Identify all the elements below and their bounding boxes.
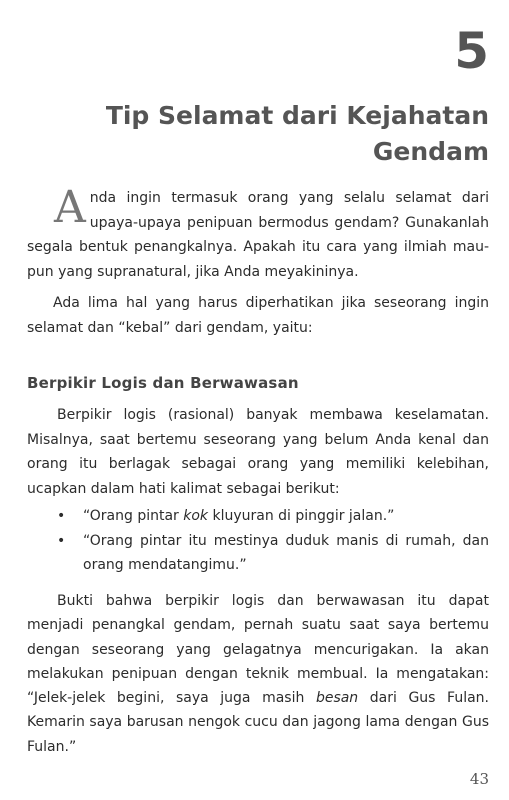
section-heading: Berpikir Logis dan Berwawasan (27, 374, 299, 392)
bullet-list (27, 504, 489, 578)
intro-paragraph-1-text: nda ingin termasuk orang yang selalu selamat dari upaya-upaya penipuan bermodus gendam? Gunakanlah segala bentuk penangkalnya. Apakah itu cara yang ilmiah mau-pun yang supranatural, jika Anda meyakininya. (27, 190, 489, 280)
bullet-1-text-a: “Orang pintar (83, 508, 184, 524)
page-number: 43 (469, 770, 489, 788)
chapter-title: Tip Selamat dari Kejahatan Gendam (105, 101, 489, 166)
chapter-number: 5 (454, 22, 489, 80)
section-paragraph-1: Berpikir logis (rasional) banyak membawa keselamatan. Misalnya, saat bertemu seseorang yang belum Anda kenal dan orang itu berlagak sebagai orang yang memiliki kelebihan, ucapkan dalam hati kalimat sebagai berikut: (27, 407, 489, 497)
intro-paragraph-1 (27, 182, 489, 284)
bullet-1-text-b: kluyuran di pinggir jalan.” (208, 508, 395, 524)
bullet-icon: • (57, 532, 66, 549)
paragraph-2-text-a: Bukti bahwa berpikir logis dan berwawasan itu dapat menjadi penangkal gendam, pernah suatu saat saya bertemu dengan seseorang yang gelagatnya mencurigakan. Ia akan melakukan penipuan dengan teknik membual. Ia mengatakan: “Jelek-jelek begini, saya juga masih (27, 593, 489, 707)
drop-cap: A (54, 182, 86, 233)
bullet-1-emphasis: kok (183, 508, 209, 524)
paragraph-2-text-b: dari Gus Fulan. Kemarin saya barusan nengok cucu dan jagong lama dengan Gus Fulan.” (27, 690, 489, 755)
bullet-icon: • (57, 508, 66, 524)
section-paragraph-2 (27, 589, 489, 759)
intro-paragraph-2: Ada lima hal yang harus diperhatikan jika seseorang ingin selamat dan “kebal” dari gendam, yaitu: (27, 295, 489, 336)
paragraph-2-emphasis: besan (315, 690, 359, 707)
list-item (27, 504, 489, 529)
bullet-2-text: “Orang pintar itu mestinya duduk manis di rumah, dan orang mendatangimu.” (83, 532, 489, 573)
list-item (27, 529, 489, 578)
